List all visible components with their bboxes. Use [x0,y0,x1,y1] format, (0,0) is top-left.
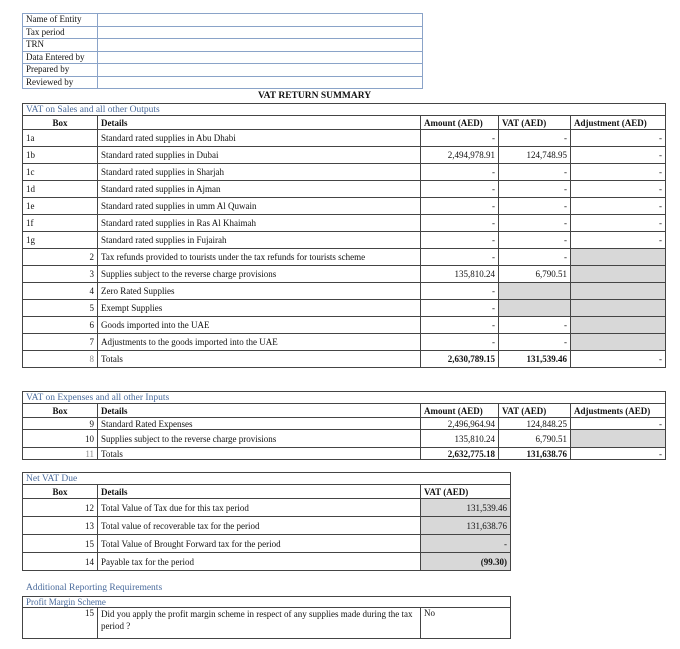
column-header: Box [23,404,98,418]
value-cell: 2,494,978.91 [421,147,499,164]
table-row [23,164,666,181]
box-cell: 8 [23,351,98,368]
value-cell: - [499,334,571,351]
value-cell: - [421,334,499,351]
details-cell: Payable tax for the period [98,553,421,571]
details-cell: Tax refunds provided to tourists under the tax refunds for tourists scheme [98,249,421,266]
info-value[interactable] [98,14,423,27]
expenses-table [22,391,666,460]
value-cell: - [499,198,571,215]
value-cell [571,300,666,317]
value-cell: - [571,232,666,249]
details-cell: Exempt Supplies [98,300,421,317]
value-cell: - [571,418,666,430]
table-row [23,181,666,198]
details-cell: Standard rated supplies in Ajman [98,181,421,198]
value-cell: 2,496,964.94 [421,418,499,430]
box-cell: 13 [23,517,98,535]
value-cell: 2,630,789.15 [421,351,499,368]
additional-requirements-heading: Additional Reporting Requirements [26,583,163,593]
value-cell [499,300,571,317]
value-cell: 131,539.46 [499,351,571,368]
value-cell: 135,810.24 [421,266,499,283]
details-cell: Standard rated supplies in Dubai [98,147,421,164]
value-cell: - [421,317,499,334]
table-row [23,300,666,317]
box-cell: 9 [23,418,98,430]
value-cell [499,283,571,300]
question-cell: Did you apply the profit margin scheme in respect of any supplies made during the tax period ? [98,608,421,639]
column-header: Amount (AED) [421,404,499,418]
table-row [23,448,666,460]
table-row [23,232,666,249]
value-cell: - [421,215,499,232]
details-cell: Supplies subject to the reverse charge provisions [98,430,421,448]
info-value[interactable] [98,76,423,89]
section-title: Profit Margin Scheme [23,597,511,608]
value-cell [571,283,666,300]
column-header: VAT (AED) [499,404,571,418]
info-label: Data Entered by [23,51,98,64]
box-cell: 5 [23,300,98,317]
value-cell: - [421,300,499,317]
table-row [23,553,511,571]
column-header: Adjustment (AED) [571,116,666,130]
value-cell: - [499,249,571,266]
value-cell: - [421,249,499,266]
net-vat-table [22,472,511,571]
info-row [23,26,423,39]
value-cell: 6,790.51 [499,266,571,283]
details-cell: Standard Rated Expenses [98,418,421,430]
table-row [23,283,666,300]
details-cell: Standard rated supplies in Abu Dhabi [98,130,421,147]
box-cell: 15 [23,535,98,553]
value-cell: - [571,215,666,232]
box-cell: 6 [23,317,98,334]
info-label: TRN [23,39,98,52]
details-cell: Total Value of Tax due for this tax period [98,499,421,517]
info-row [23,51,423,64]
column-header: VAT (AED) [421,485,511,499]
details-cell: Standard rated supplies in Fujairah [98,232,421,249]
value-cell: (99.30) [421,553,511,571]
value-cell: 124,748.95 [499,147,571,164]
column-header: Details [98,485,421,499]
info-value[interactable] [98,39,423,52]
box-cell: 7 [23,334,98,351]
details-cell: Standard rated supplies in umm Al Quwain [98,198,421,215]
table-row [23,499,511,517]
value-cell [571,334,666,351]
column-header: Box [23,116,98,130]
details-cell: Standard rated supplies in Ras Al Khaimah [98,215,421,232]
value-cell: - [421,232,499,249]
section-title: VAT on Expenses and all other Inputs [23,392,666,404]
box-cell: 1d [23,181,98,198]
box-cell: 14 [23,553,98,571]
box-cell: 3 [23,266,98,283]
table-row [23,249,666,266]
profit-margin-table [22,596,511,639]
details-cell: Totals [98,351,421,368]
box-cell: 1g [23,232,98,249]
section-title: Net VAT Due [23,473,511,485]
details-cell: Zero Rated Supplies [98,283,421,300]
info-row [23,76,423,89]
details-cell: Goods imported into the UAE [98,317,421,334]
info-row [23,64,423,77]
value-cell: - [571,147,666,164]
table-row [23,517,511,535]
info-value[interactable] [98,26,423,39]
table-row [23,130,666,147]
table-row [23,430,666,448]
table-row [23,535,511,553]
box-cell: 1f [23,215,98,232]
info-label: Reviewed by [23,76,98,89]
box-cell: 1b [23,147,98,164]
value-cell: - [421,181,499,198]
sales-table [22,103,666,368]
value-cell [571,249,666,266]
value-cell [571,317,666,334]
table-row [23,334,666,351]
value-cell: 131,638.76 [421,517,511,535]
box-cell: 15 [23,608,98,639]
details-cell: Totals [98,448,421,460]
box-cell: 10 [23,430,98,448]
details-cell: Total value of recoverable tax for the period [98,517,421,535]
box-cell: 2 [23,249,98,266]
value-cell: - [499,130,571,147]
value-cell [571,430,666,448]
value-cell: - [499,215,571,232]
value-cell: - [571,198,666,215]
value-cell: 135,810.24 [421,430,499,448]
info-label: Tax period [23,26,98,39]
value-cell: - [571,181,666,198]
value-cell: 2,632,775.18 [421,448,499,460]
answer-cell: No [421,608,511,639]
info-label: Name of Entity [23,14,98,27]
value-cell: 131,638.76 [499,448,571,460]
column-header: Box [23,485,98,499]
table-row [23,215,666,232]
details-cell: Adjustments to the goods imported into the UAE [98,334,421,351]
value-cell: - [571,351,666,368]
value-cell: - [499,181,571,198]
value-cell: - [499,317,571,334]
table-row [23,317,666,334]
value-cell: - [421,164,499,181]
info-label: Prepared by [23,64,98,77]
details-cell: Supplies subject to the reverse charge provisions [98,266,421,283]
value-cell: - [499,232,571,249]
value-cell: 6,790.51 [499,430,571,448]
value-cell: - [571,164,666,181]
page-title: VAT RETURN SUMMARY [258,91,372,101]
details-cell: Total Value of Brought Forward tax for the period [98,535,421,553]
box-cell: 1e [23,198,98,215]
value-cell: - [499,164,571,181]
column-header: Details [98,404,421,418]
value-cell: 124,848.25 [499,418,571,430]
value-cell: - [421,130,499,147]
details-cell: Standard rated supplies in Sharjah [98,164,421,181]
box-cell: 1c [23,164,98,181]
value-cell: - [421,535,511,553]
table-row [23,198,666,215]
value-cell: - [421,198,499,215]
value-cell: 131,539.46 [421,499,511,517]
column-header: Amount (AED) [421,116,499,130]
entity-info-table [22,13,423,89]
info-row [23,14,423,27]
value-cell: - [421,283,499,300]
info-value[interactable] [98,64,423,77]
column-header: VAT (AED) [499,116,571,130]
value-cell [571,266,666,283]
table-row [23,266,666,283]
table-row [23,147,666,164]
value-cell: - [571,130,666,147]
table-row [23,418,666,430]
table-row [23,351,666,368]
box-cell: 12 [23,499,98,517]
box-cell: 4 [23,283,98,300]
box-cell: 1a [23,130,98,147]
column-header: Details [98,116,421,130]
box-cell: 11 [23,448,98,460]
info-row [23,39,423,52]
info-value[interactable] [98,51,423,64]
value-cell: - [571,448,666,460]
section-title: VAT on Sales and all other Outputs [23,104,666,116]
column-header: Adjustments (AED) [571,404,666,418]
